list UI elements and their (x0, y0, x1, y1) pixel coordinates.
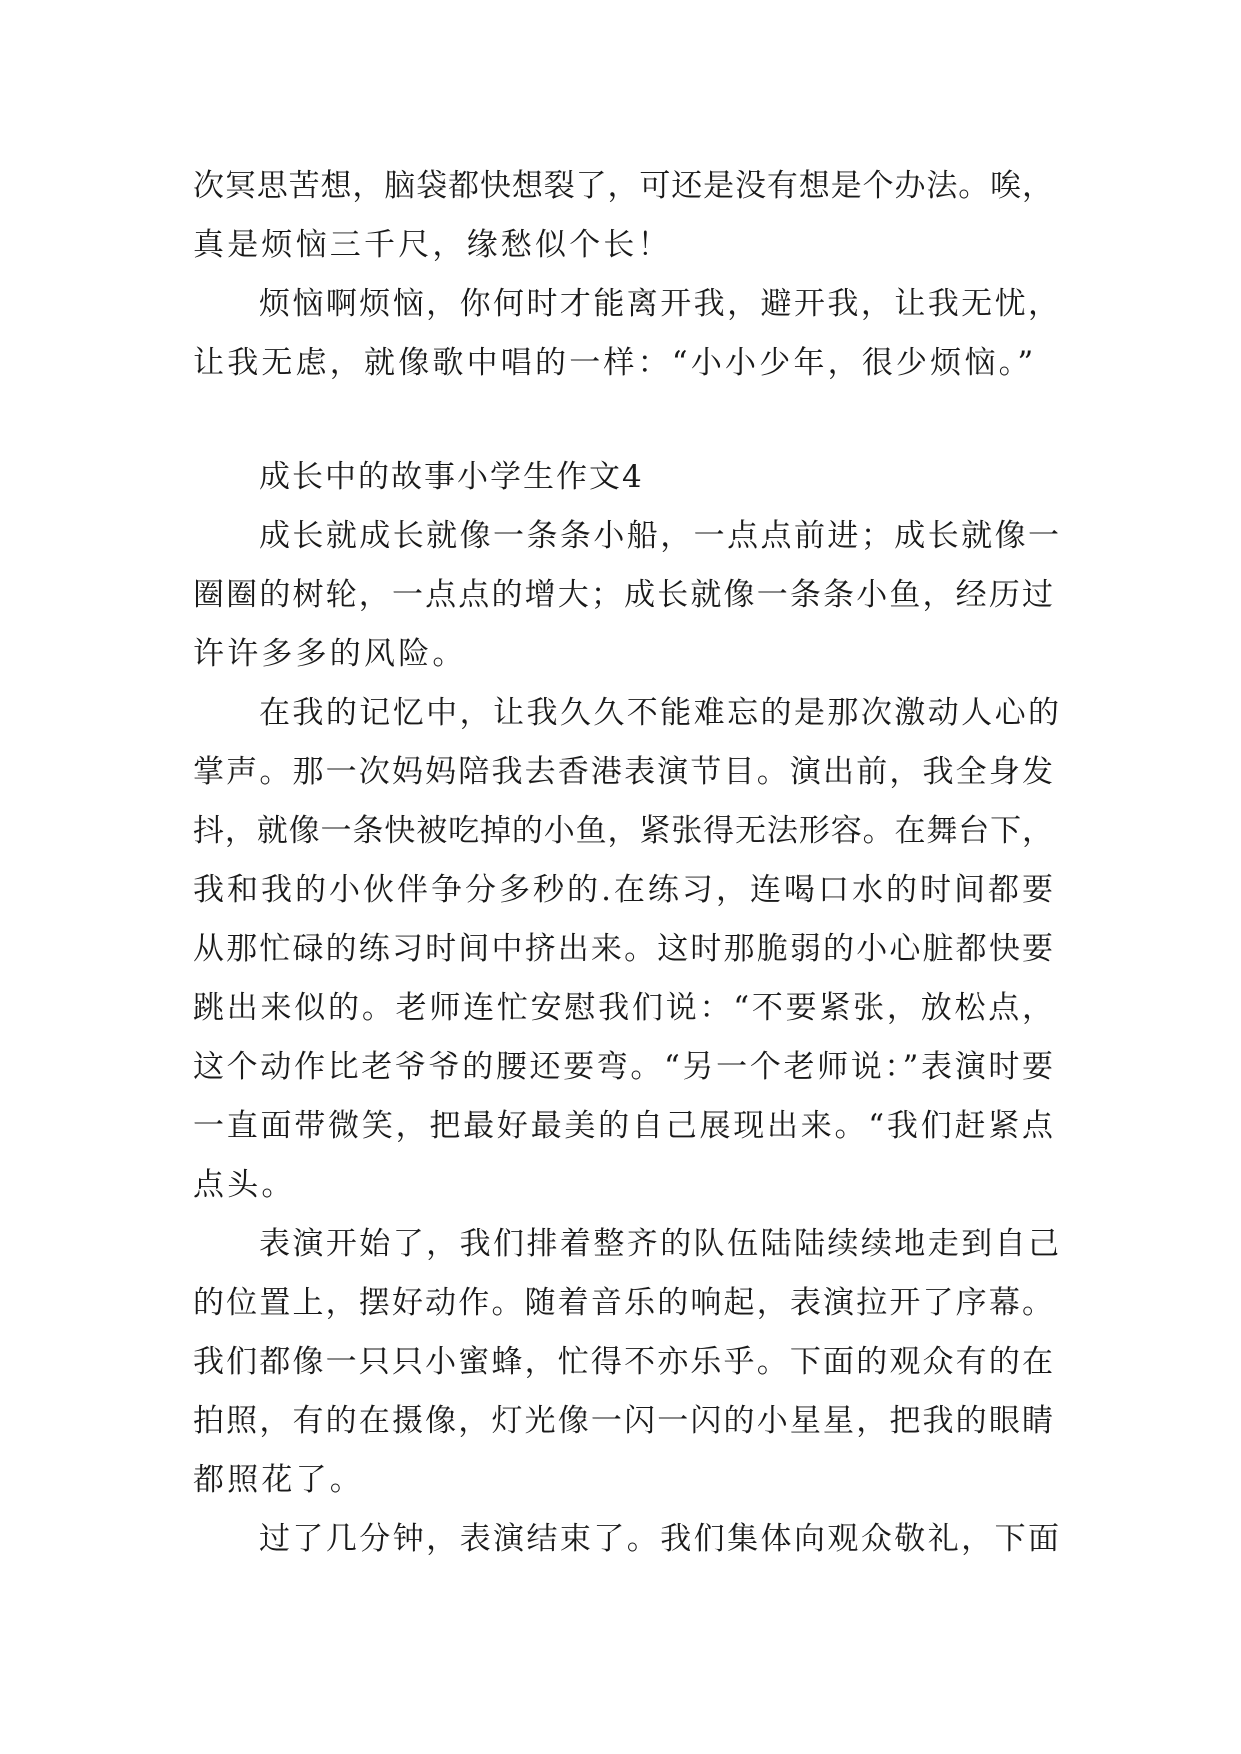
text-line: 从那忙碌的练习时间中挤出来。这时那脆弱的小心脏都快要 (193, 931, 1053, 967)
text-line: 我们都像一只只小蜜蜂，忙得不亦乐乎。下面的观众有的在 (193, 1344, 1053, 1380)
text-line: 一直面带微笑，把最好最美的自己展现出来。“我们赶紧点 (193, 1108, 1053, 1144)
text-line: 烦恼啊烦恼，你何时才能离开我，避开我，让我无忧， (259, 286, 1059, 322)
text-line: 我和我的小伙伴争分多秒的.在练习，连喝口水的时间都要 (193, 872, 1053, 908)
text-line: 的位置上，摆好动作。随着音乐的响起，表演拉开了序幕。 (193, 1285, 1053, 1321)
text-line: 拍照，有的在摄像，灯光像一闪一闪的小星星，把我的眼睛 (193, 1403, 1053, 1439)
text-line: 让我无虑，就像歌中唱的一样：“小小少年，很少烦恼。” (193, 345, 1037, 381)
text-line: 圈圈的树轮，一点点的增大；成长就像一条条小鱼，经历过 (193, 577, 1053, 613)
text-line: 点头。 (193, 1167, 296, 1203)
text-line: 许许多多的风险。 (193, 636, 467, 672)
text-line: 掌声。那一次妈妈陪我去香港表演节目。演出前，我全身发 (193, 754, 1053, 790)
text-line: 过了几分钟，表演结束了。我们集体向观众敬礼，下面 (259, 1521, 1059, 1557)
text-line: 成长就成长就像一条条小船，一点点前进；成长就像一 (259, 518, 1059, 554)
text-line: 这个动作比老爷爷的腰还要弯。“另一个老师说：”表演时要 (193, 1049, 1053, 1085)
text-line: 在我的记忆中，让我久久不能难忘的是那次激动人心的 (259, 695, 1059, 731)
text-line: 跳出来似的。老师连忙安慰我们说：“不要紧张，放松点， (193, 990, 1053, 1026)
section-heading: 成长中的故事小学生作文4 (259, 459, 644, 495)
text-line: 都照花了。 (193, 1462, 364, 1498)
text-line: 次冥思苦想，脑袋都快想裂了，可还是没有想是个办法。唉， (193, 168, 1053, 204)
text-line: 抖，就像一条快被吃掉的小鱼，紧张得无法形容。在舞台下， (193, 813, 1053, 849)
text-line: 表演开始了，我们排着整齐的队伍陆陆续续地走到自己 (259, 1226, 1059, 1262)
text-line: 真是烦恼三千尺，缘愁似个长！ (193, 227, 672, 263)
